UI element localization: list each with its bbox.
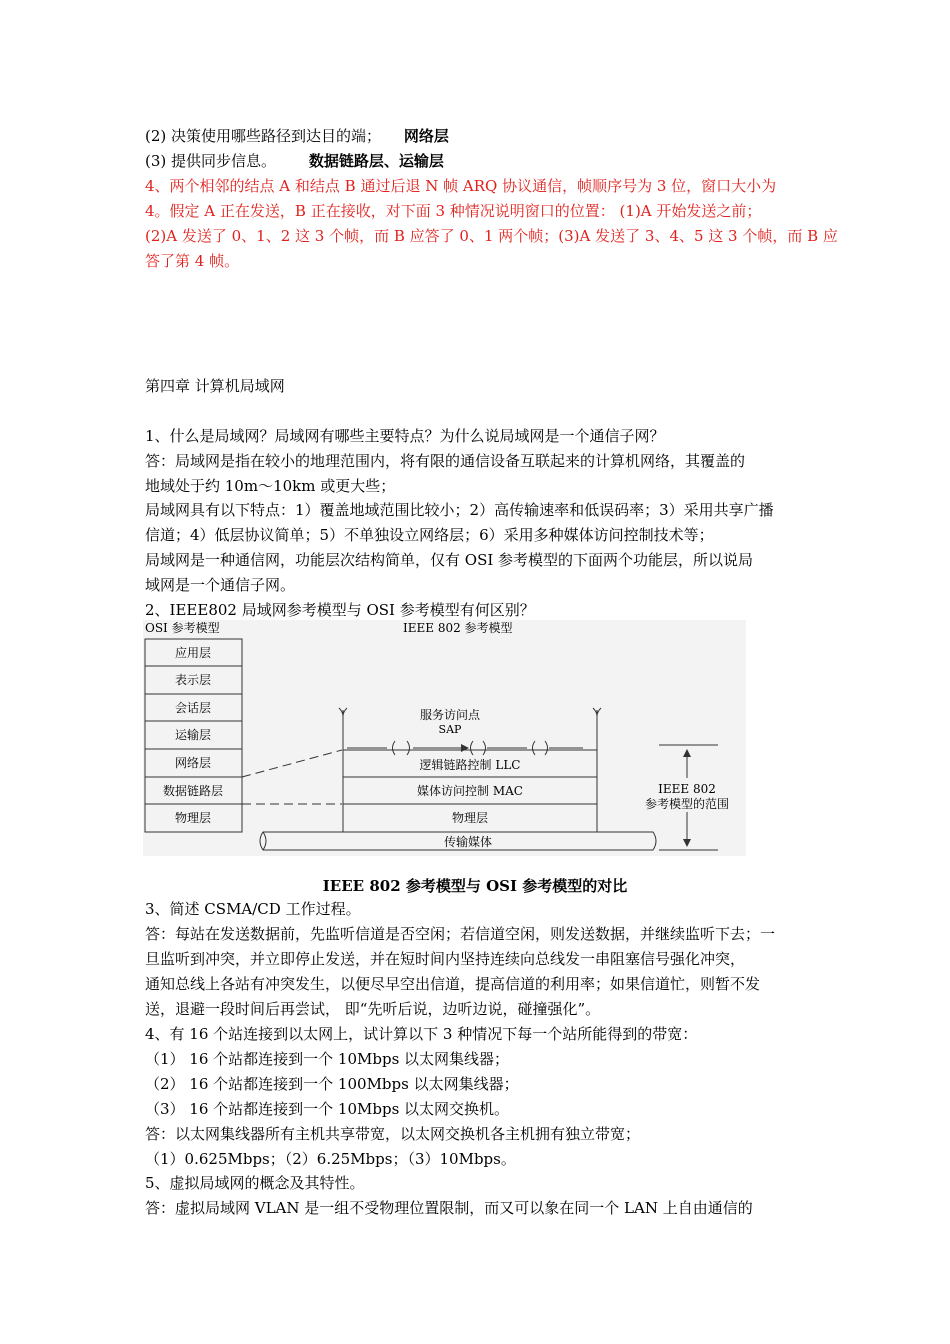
answer-line: 答：以太网集线器所有主机共享带宽，以太网交换机各主机拥有独立带宽；	[145, 1125, 641, 1143]
question-4-line: 4、两个相邻的结点 A 和结点 B 通过后退 N 帧 ARQ 协议通信，帧顺序号为 3 位，窗口大小为	[145, 177, 777, 195]
medium-label: 传输媒体	[443, 835, 493, 849]
answer-line-2	[145, 126, 449, 146]
question-text: (3) 提供同步信息。	[145, 152, 277, 170]
arrow-up-icon	[683, 749, 691, 757]
answer-line: （1）0.625Mbps；（2）6.25Mbps；（3）10Mbps。	[145, 1150, 516, 1168]
osi-layer-physical: 物理层	[174, 811, 212, 825]
list-item: （2） 16 个站都连接到一个 100Mbps 以太网集线器；	[145, 1075, 519, 1093]
question-3: 3、简述 CSMA/CD 工作过程。	[145, 900, 361, 918]
sap-label: 服务访问点	[419, 708, 481, 722]
ieee802-osi-comparison-figure	[143, 620, 746, 856]
answer-line: 旦监听到冲突，并立即停止发送，并在短时间内坚持连续向总线发一串阻塞信号强化冲突，	[145, 950, 746, 968]
answer-line: 信道；4）低层协议简单；5）不单独设立网络层；6）采用多种媒体访问控制技术等；	[145, 526, 714, 544]
scope-label: 参考模型的范围	[644, 797, 730, 811]
question-5: 5、虚拟局域网的概念及其特性。	[145, 1174, 365, 1192]
question-4-line: 答了第 4 帧。	[145, 252, 240, 270]
question-1: 1、什么是局域网？局域网有哪些主要特点？为什么说局域网是一个通信子网？	[145, 427, 665, 445]
scope-label: IEEE 802	[658, 782, 716, 796]
mac-layer: 媒体访问控制 MAC	[417, 784, 523, 798]
osi-layer-application: 应用层	[174, 646, 212, 660]
transmission-medium	[260, 832, 656, 850]
list-item: （3） 16 个站都连接到一个 10Mbps 以太网交换机。	[145, 1100, 510, 1118]
ieee-title: IEEE 802 参考模型	[403, 621, 513, 635]
answer-line: 答：局域网是指在较小的地理范围内，将有限的通信设备互联起来的计算机网络，其覆盖的	[145, 452, 746, 470]
arrow-down-icon	[683, 839, 691, 847]
question-2: 2、IEEE802 局域网参考模型与 OSI 参考模型有何区别？	[145, 601, 535, 619]
dashed-connector	[242, 750, 342, 777]
physical-layer: 物理层	[451, 811, 489, 825]
answer-line: 送，退避一段时间后再尝试， 即“先听后说，边听边说，碰撞强化”。	[145, 1000, 601, 1018]
answer-line: 域网是一个通信子网。	[145, 576, 296, 594]
question-4-line: 4。假定 A 正在发送，B 正在接收，对下面 3 种情况说明窗口的位置： (1)A 开始发送之前；	[145, 202, 762, 220]
question-text: (2) 决策使用哪些路径到达目的端；	[145, 127, 382, 145]
question-4-line: (2)A 发送了 0、1、2 这 3 个帧，而 B 应答了 0、1 两个帧；(3)A 发送了 3、4、5 这 3 个帧，而 B 应	[145, 227, 838, 245]
answer-line: 通知总线上各站有冲突发生，以便尽早空出信道，提高信道的利用率；如果信道忙，则暂不发	[145, 975, 761, 993]
sap-point-icon	[393, 741, 396, 755]
ieee802-stack	[339, 707, 601, 832]
osi-layer-transport: 运输层	[174, 728, 212, 742]
question-4-bandwidth: 4、有 16 个站连接到以太网上，试计算以下 3 种情况下每一个站所能得到的带宽：	[145, 1025, 698, 1043]
osi-layer-session: 会话层	[174, 701, 212, 715]
answer-line-3	[145, 151, 444, 171]
sap-point-icon	[533, 741, 536, 755]
answer-text: 网络层	[403, 127, 449, 145]
answer-line: 地域处于约 10m～10km 或更大些；	[145, 477, 396, 495]
osi-layer-presentation: 表示层	[174, 673, 212, 687]
list-item: （1） 16 个站都连接到一个 10Mbps 以太网集线器；	[145, 1050, 510, 1068]
scope-indicator	[645, 745, 729, 850]
osi-layer-network: 网络层	[174, 756, 212, 770]
answer-text: 数据链路层、运输层	[308, 152, 444, 170]
figure-caption: IEEE 802 参考模型与 OSI 参考模型的对比	[322, 877, 628, 895]
osi-layer-datalink: 数据链路层	[162, 784, 224, 798]
answer-line: 局域网是一种通信网，功能层次结构简单，仅有 OSI 参考模型的下面两个功能层，所以说局	[145, 551, 754, 569]
answer-line: 答：每站在发送数据前，先监听信道是否空闲；若信道空闲，则发送数据，并继续监听下去；一	[145, 925, 776, 943]
osi-title: OSI 参考模型	[145, 621, 220, 635]
sap-point-icon	[471, 741, 474, 755]
sap-label-abbr: SAP	[438, 723, 462, 736]
answer-line: 局域网具有以下特点：1）覆盖地域范围比较小；2）高传输速率和低误码率；3）采用共享广播	[145, 501, 774, 519]
osi-stack	[145, 639, 242, 832]
chapter-title: 第四章 计算机局域网	[145, 377, 285, 395]
answer-line: 答：虚拟局域网 VLAN 是一组不受物理位置限制，而又可以象在同一个 LAN 上自由通信的	[145, 1199, 753, 1217]
llc-layer: 逻辑链路控制 LLC	[419, 758, 521, 772]
